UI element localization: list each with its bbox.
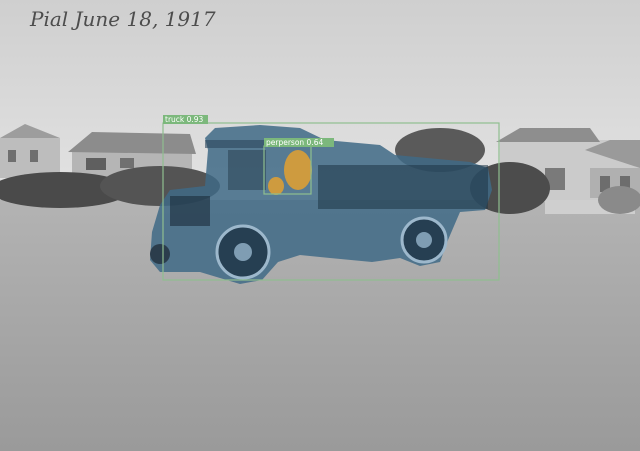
truck-radiator bbox=[170, 196, 210, 226]
front-hub bbox=[234, 243, 252, 261]
person-mask-arm bbox=[268, 177, 284, 195]
person-label: perperson 0.64 bbox=[266, 138, 324, 147]
truck-bed bbox=[318, 165, 488, 209]
handwritten-caption: Pial June 18, 1917 bbox=[30, 7, 216, 31]
truck-cab bbox=[228, 150, 266, 190]
person-mask-body bbox=[284, 150, 312, 190]
truck-label: truck 0.93 bbox=[165, 115, 204, 124]
truck-cab-roof bbox=[205, 140, 265, 148]
spare-wheel bbox=[150, 244, 170, 264]
rear-hub bbox=[416, 232, 432, 248]
